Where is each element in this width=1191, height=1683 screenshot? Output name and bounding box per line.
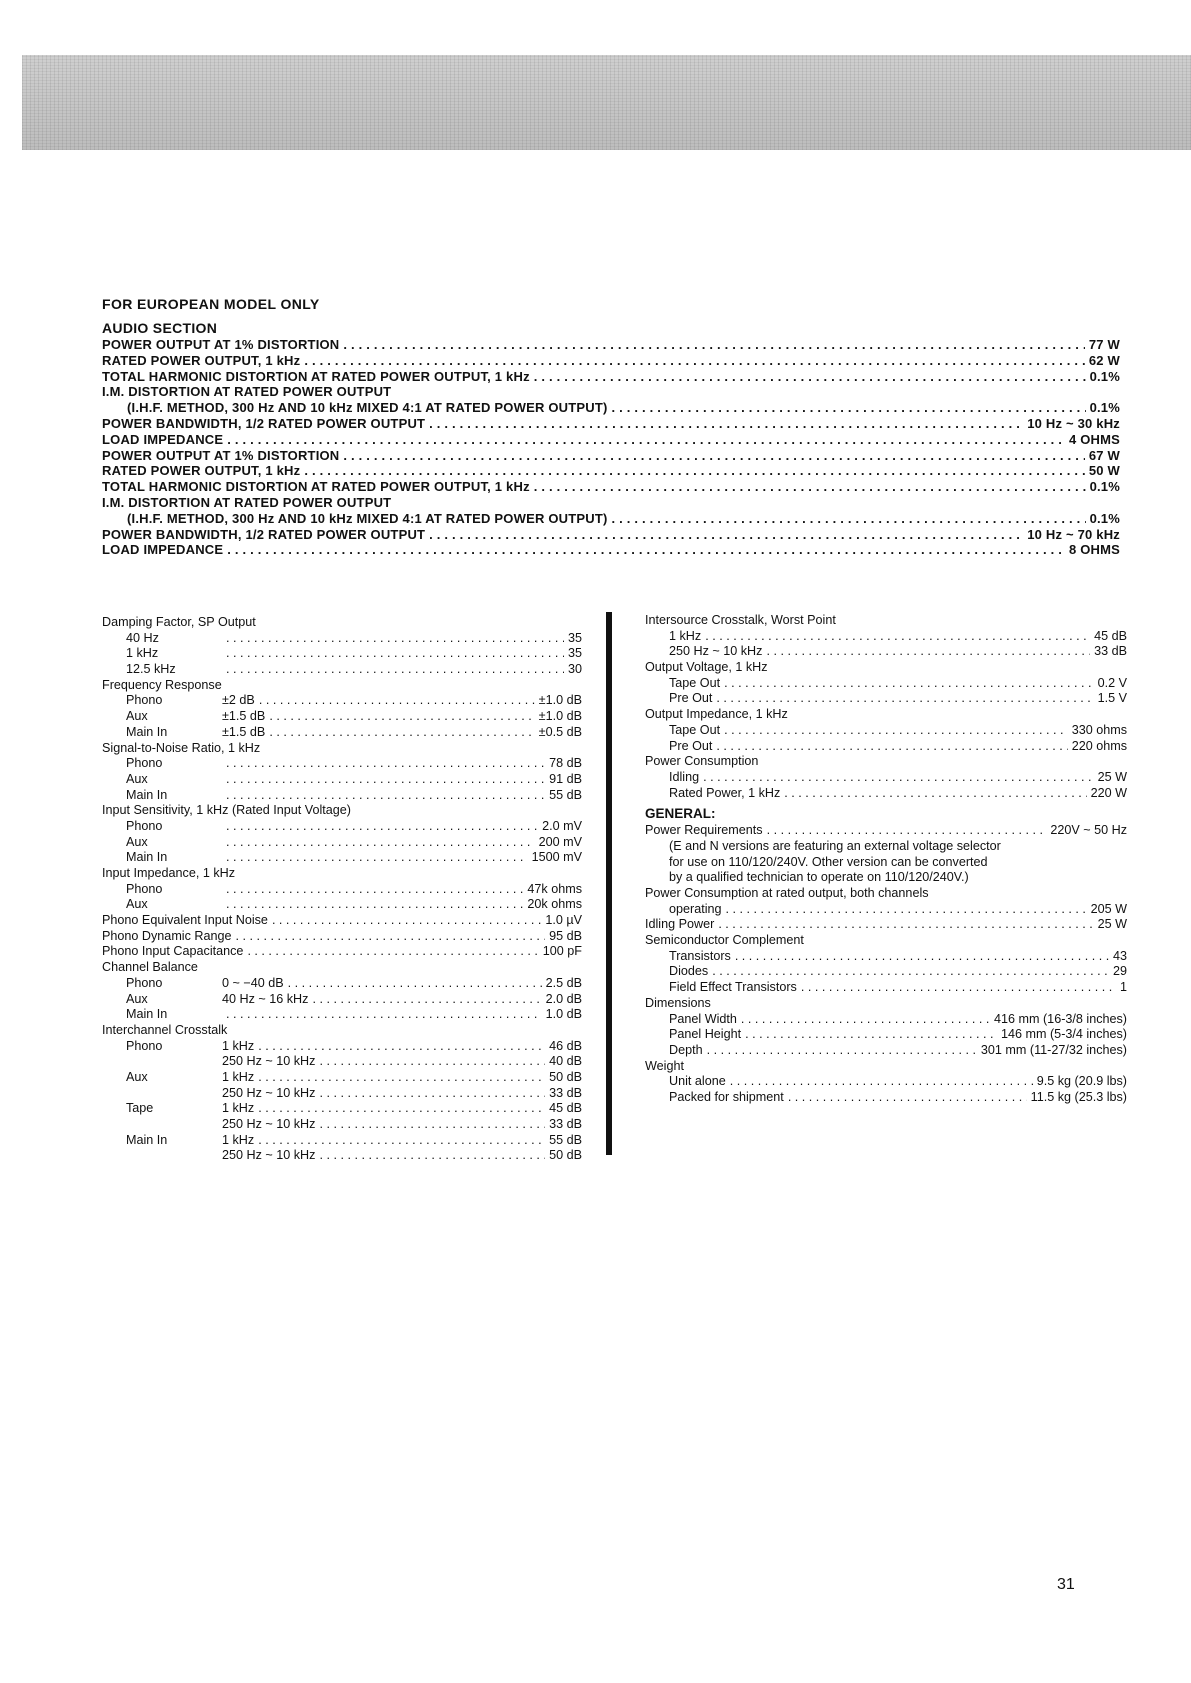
dot-leader bbox=[707, 1043, 977, 1059]
spec-value: 220 ohms bbox=[1071, 738, 1127, 753]
spec-value: 100 pF bbox=[542, 944, 582, 959]
spec-condition: 1 kHz bbox=[222, 1132, 255, 1147]
dot-leader bbox=[269, 725, 534, 741]
spec-row bbox=[102, 882, 582, 898]
dot-leader bbox=[226, 788, 545, 804]
spec-label: Phono Input Capacitance bbox=[102, 944, 244, 959]
spec-value: 55 dB bbox=[549, 1132, 582, 1147]
header-texture-band bbox=[22, 55, 1191, 150]
spec-value: 330 ohms bbox=[1071, 722, 1127, 737]
spec-row bbox=[102, 913, 582, 929]
spec-row bbox=[645, 691, 1127, 707]
spec-row bbox=[645, 644, 1127, 660]
dot-leader bbox=[304, 353, 1085, 369]
dot-leader bbox=[319, 1086, 545, 1102]
spec-value: 55 dB bbox=[549, 787, 582, 802]
spec-value: 47k ohms bbox=[527, 881, 582, 896]
right-spec-column bbox=[645, 613, 1127, 1106]
spec-label: Transistors bbox=[669, 948, 731, 963]
spec-row bbox=[645, 770, 1127, 786]
spec-value: 2.0 mV bbox=[542, 818, 582, 833]
spec-row bbox=[102, 897, 582, 913]
spec-value: ±1.0 dB bbox=[538, 693, 582, 708]
spec-value: 43 bbox=[1112, 948, 1127, 963]
spec-note bbox=[645, 870, 1127, 886]
spec-value: 220V ~ 50 Hz bbox=[1050, 823, 1127, 838]
spec-row bbox=[645, 917, 1127, 933]
dot-leader bbox=[304, 463, 1085, 479]
spec-condition: 250 Hz ~ 10 kHz bbox=[222, 1148, 316, 1163]
group-label: Channel Balance bbox=[102, 960, 198, 975]
spec-input-label: Aux bbox=[126, 709, 148, 724]
dot-leader bbox=[226, 882, 523, 898]
dot-leader bbox=[612, 511, 1086, 527]
spec-value: ±1.0 dB bbox=[538, 709, 582, 724]
spec-note bbox=[645, 839, 1127, 855]
spec-value: 301 mm (11-27/32 inches) bbox=[980, 1042, 1127, 1057]
spec-value: 35 bbox=[567, 630, 582, 645]
spec-value: 146 mm (5-3/4 inches) bbox=[1001, 1027, 1127, 1042]
spec-label: Idling bbox=[669, 769, 700, 784]
group-label: Output Voltage, 1 kHz bbox=[645, 660, 768, 675]
spec-value: 416 mm (16-3/8 inches) bbox=[994, 1011, 1127, 1026]
left-spec-column bbox=[102, 615, 582, 1164]
spec-input-label: Aux bbox=[126, 834, 148, 849]
spec-row bbox=[102, 631, 582, 647]
spec-condition: 250 Hz ~ 10 kHz bbox=[222, 1085, 316, 1100]
spec-label: Diodes bbox=[669, 964, 709, 979]
dot-leader bbox=[226, 631, 564, 647]
spec-row bbox=[102, 788, 582, 804]
euro-title: FOR EUROPEAN MODEL ONLY bbox=[102, 296, 320, 312]
spec-value: 33 dB bbox=[549, 1085, 582, 1100]
spec-label: Phono Dynamic Range bbox=[102, 928, 232, 943]
spec-input-label: Phono bbox=[126, 881, 163, 896]
group-label: Output Impedance, 1 kHz bbox=[645, 707, 788, 722]
spec-label: I.M. DISTORTION AT RATED POWER OUTPUT bbox=[102, 494, 392, 510]
spec-row bbox=[102, 1054, 582, 1070]
spec-group-heading bbox=[645, 707, 1127, 723]
spec-value: 2.0 dB bbox=[545, 991, 582, 1006]
spec-label: RATED POWER OUTPUT, 1 kHz bbox=[102, 463, 301, 479]
spec-value: 0.1% bbox=[1089, 479, 1120, 495]
group-label: Interchannel Crosstalk bbox=[102, 1022, 228, 1037]
spec-label: Rated Power, 1 kHz bbox=[669, 785, 781, 800]
dot-leader bbox=[319, 1148, 545, 1164]
spec-label: POWER OUTPUT AT 1% DISTORTION bbox=[102, 447, 340, 463]
note-text: by a qualified technician to operate on 110/120/240V.) bbox=[669, 870, 969, 885]
spec-input-label: Aux bbox=[126, 771, 148, 786]
spec-row bbox=[102, 646, 582, 662]
spec-value: 10 Hz ~ 70 kHz bbox=[1027, 526, 1120, 542]
spec-group-heading bbox=[645, 660, 1127, 676]
dot-leader bbox=[712, 964, 1109, 980]
spec-row bbox=[645, 949, 1127, 965]
dot-leader bbox=[227, 542, 1065, 558]
spec-value: 50 dB bbox=[549, 1069, 582, 1084]
spec-label: Field Effect Transistors bbox=[669, 980, 797, 995]
group-label: Damping Factor, SP Output bbox=[102, 615, 256, 629]
spec-input-label: Main In bbox=[126, 1007, 168, 1022]
spec-value: 40 dB bbox=[549, 1054, 582, 1069]
spec-label: I.M. DISTORTION AT RATED POWER OUTPUT bbox=[102, 384, 392, 400]
dot-leader bbox=[429, 416, 1023, 432]
spec-value: 11.5 kg (25.3 lbs) bbox=[1030, 1089, 1127, 1104]
spec-row bbox=[645, 723, 1127, 739]
spec-input-label: Aux bbox=[126, 991, 148, 1006]
dot-leader bbox=[258, 1101, 545, 1117]
spec-group-heading bbox=[102, 615, 582, 631]
dot-leader bbox=[236, 929, 546, 945]
group-label: Frequency Response bbox=[102, 677, 222, 692]
dot-leader bbox=[258, 1039, 545, 1055]
spec-input-label: Aux bbox=[126, 1069, 148, 1084]
spec-row bbox=[645, 786, 1127, 802]
spec-group-heading bbox=[102, 741, 582, 757]
dot-leader bbox=[226, 756, 545, 772]
spec-input-label: Main In bbox=[126, 1132, 168, 1147]
dot-leader bbox=[705, 629, 1090, 645]
spec-value: 0.2 V bbox=[1097, 675, 1127, 690]
dot-leader bbox=[730, 1074, 1033, 1090]
dot-leader bbox=[726, 902, 1087, 918]
page-number: 31 bbox=[1057, 1576, 1075, 1593]
spec-row bbox=[102, 1133, 582, 1149]
dot-leader bbox=[227, 432, 1065, 448]
euro-spec-row bbox=[102, 511, 1120, 527]
spec-row bbox=[102, 1148, 582, 1164]
spec-label: Tape Out bbox=[669, 675, 721, 690]
spec-row bbox=[645, 1074, 1127, 1090]
spec-group-heading bbox=[645, 996, 1127, 1012]
spec-row bbox=[102, 1039, 582, 1055]
dot-leader bbox=[259, 693, 535, 709]
spec-group-heading bbox=[645, 933, 1127, 949]
spec-label: TOTAL HARMONIC DISTORTION AT RATED POWER OUTPUT, 1 kHz bbox=[102, 479, 530, 495]
dot-leader bbox=[767, 823, 1047, 839]
spec-row bbox=[645, 902, 1127, 918]
spec-label: (I.H.F. METHOD, 300 Hz AND 10 kHz MIXED 4:1 AT RATED POWER OUTPUT) bbox=[127, 400, 608, 416]
spec-value: 4 OHMS bbox=[1068, 431, 1120, 447]
group-label: Power Consumption bbox=[645, 754, 759, 769]
spec-group-heading bbox=[102, 803, 582, 819]
dot-leader bbox=[226, 819, 538, 835]
spec-value: 91 dB bbox=[549, 771, 582, 786]
euro-spec-row bbox=[102, 353, 1120, 369]
spec-label: POWER OUTPUT AT 1% DISTORTION bbox=[102, 337, 340, 352]
spec-label: Tape Out bbox=[669, 722, 721, 737]
spec-value: 50 W bbox=[1088, 463, 1120, 479]
dot-leader bbox=[784, 786, 1086, 802]
spec-row bbox=[645, 964, 1127, 980]
spec-row bbox=[102, 1101, 582, 1117]
dot-leader bbox=[258, 1133, 545, 1149]
spec-group-heading bbox=[645, 754, 1127, 770]
column-divider bbox=[606, 612, 612, 1155]
spec-condition: ±1.5 dB bbox=[222, 724, 266, 739]
european-model-specs bbox=[102, 296, 1120, 558]
spec-row bbox=[102, 992, 582, 1008]
spec-label: Idling Power bbox=[645, 917, 715, 932]
dot-leader bbox=[226, 850, 528, 866]
spec-value: 10 Hz ~ 30 kHz bbox=[1027, 415, 1120, 431]
euro-spec-row bbox=[102, 527, 1120, 543]
spec-value: 25 W bbox=[1097, 917, 1127, 932]
spec-condition: 1 kHz bbox=[222, 1101, 255, 1116]
euro-spec-row bbox=[102, 463, 1120, 479]
spec-input-label: Tape bbox=[126, 1101, 154, 1116]
spec-group-heading bbox=[645, 1059, 1127, 1075]
spec-row bbox=[102, 850, 582, 866]
spec-value: 220 W bbox=[1090, 785, 1127, 800]
note-text: for use on 110/120/240V. Other version can be converted bbox=[669, 854, 988, 869]
dot-leader bbox=[716, 739, 1067, 755]
spec-value: 62 W bbox=[1088, 352, 1120, 368]
spec-value: 1.5 V bbox=[1097, 691, 1127, 706]
euro-spec-row bbox=[102, 432, 1120, 448]
dot-leader bbox=[226, 772, 545, 788]
dot-leader bbox=[343, 448, 1084, 464]
euro-spec-row bbox=[102, 542, 1120, 558]
spec-note bbox=[645, 855, 1127, 871]
spec-value: ±0.5 dB bbox=[538, 724, 582, 739]
spec-label: LOAD IMPEDANCE bbox=[102, 542, 224, 558]
spec-row bbox=[645, 980, 1127, 996]
dot-leader bbox=[312, 992, 541, 1008]
spec-group-heading bbox=[102, 1023, 582, 1039]
spec-row bbox=[645, 629, 1127, 645]
spec-condition: 250 Hz ~ 10 kHz bbox=[222, 1117, 316, 1131]
group-label: Input Impedance, 1 kHz bbox=[102, 866, 236, 880]
spec-row bbox=[102, 725, 582, 741]
spec-row bbox=[102, 835, 582, 851]
spec-row bbox=[645, 1027, 1127, 1043]
dot-leader bbox=[801, 980, 1116, 996]
dot-leader bbox=[735, 949, 1109, 965]
group-label: Semiconductor Complement bbox=[645, 933, 804, 948]
group-label: Intersource Crosstalk, Worst Point bbox=[645, 613, 836, 627]
spec-row bbox=[102, 756, 582, 772]
spec-row bbox=[645, 739, 1127, 755]
note-text: (E and N versions are featuring an external voltage selector bbox=[669, 838, 1001, 853]
spec-value: 9.5 kg (20.9 lbs) bbox=[1036, 1074, 1127, 1089]
dot-leader bbox=[534, 369, 1086, 385]
dot-leader bbox=[319, 1117, 545, 1133]
dot-leader bbox=[716, 691, 1093, 707]
dot-leader bbox=[226, 646, 564, 662]
dot-leader bbox=[429, 527, 1023, 543]
spec-row bbox=[102, 1070, 582, 1086]
spec-condition: 40 Hz ~ 16 kHz bbox=[222, 991, 309, 1006]
spec-value: 200 mV bbox=[538, 834, 582, 849]
spec-row bbox=[645, 1012, 1127, 1028]
spec-value: 20k ohms bbox=[527, 897, 582, 912]
euro-spec-row bbox=[102, 400, 1120, 416]
dot-leader bbox=[226, 897, 523, 913]
spec-input-label: 12.5 kHz bbox=[126, 662, 176, 677]
spec-value: 205 W bbox=[1090, 901, 1127, 916]
spec-condition: 250 Hz ~ 10 kHz bbox=[222, 1054, 316, 1069]
spec-value: 0.1% bbox=[1089, 400, 1120, 416]
spec-label: POWER BANDWIDTH, 1/2 RATED POWER OUTPUT bbox=[102, 526, 426, 542]
spec-value: 1.0 µV bbox=[545, 913, 582, 928]
spec-row bbox=[102, 1117, 582, 1133]
spec-group-heading bbox=[645, 886, 1127, 902]
spec-value: 25 W bbox=[1097, 769, 1127, 784]
spec-input-label: Main In bbox=[126, 850, 168, 865]
spec-label: TOTAL HARMONIC DISTORTION AT RATED POWER OUTPUT, 1 kHz bbox=[102, 368, 530, 384]
spec-label: 250 Hz ~ 10 kHz bbox=[669, 644, 763, 659]
euro-spec-row bbox=[102, 384, 1120, 400]
dot-leader bbox=[766, 644, 1090, 660]
spec-label: RATED POWER OUTPUT, 1 kHz bbox=[102, 352, 301, 368]
dot-leader bbox=[534, 479, 1086, 495]
spec-value: 1500 mV bbox=[531, 850, 582, 865]
dot-leader bbox=[703, 770, 1093, 786]
euro-spec-row bbox=[102, 416, 1120, 432]
spec-condition: 1 kHz bbox=[222, 1069, 255, 1084]
spec-row bbox=[645, 1043, 1127, 1059]
spec-input-label: Main In bbox=[126, 724, 168, 739]
spec-input-label: 40 Hz bbox=[126, 630, 159, 645]
dot-leader bbox=[247, 944, 538, 960]
spec-row bbox=[645, 676, 1127, 692]
spec-condition: 1 kHz bbox=[222, 1038, 255, 1053]
spec-input-label: Phono bbox=[126, 975, 163, 990]
spec-label: Packed for shipment bbox=[669, 1089, 784, 1104]
dot-leader bbox=[343, 337, 1084, 353]
spec-row bbox=[102, 976, 582, 992]
spec-row bbox=[102, 929, 582, 945]
spec-value: 30 bbox=[567, 662, 582, 677]
spec-input-label: Phono bbox=[126, 756, 163, 771]
spec-label: POWER BANDWIDTH, 1/2 RATED POWER OUTPUT bbox=[102, 415, 426, 431]
euro-spec-row bbox=[102, 479, 1120, 495]
spec-input-label: Phono bbox=[126, 818, 163, 833]
dot-leader bbox=[319, 1054, 545, 1070]
spec-row bbox=[102, 693, 582, 709]
spec-label: Power Requirements bbox=[645, 823, 763, 838]
spec-label: Phono Equivalent Input Noise bbox=[102, 913, 268, 928]
spec-label: Pre Out bbox=[669, 738, 713, 753]
spec-value: 35 bbox=[567, 646, 582, 661]
dot-leader bbox=[745, 1027, 997, 1043]
spec-row bbox=[102, 772, 582, 788]
spec-row bbox=[645, 823, 1127, 839]
spec-value: 67 W bbox=[1088, 447, 1120, 463]
spec-value: 46 dB bbox=[549, 1038, 582, 1053]
spec-value: 1 bbox=[1119, 980, 1127, 995]
spec-value: 0.1% bbox=[1089, 510, 1120, 526]
spec-value: 33 dB bbox=[1094, 644, 1127, 659]
spec-value: 45 dB bbox=[549, 1101, 582, 1116]
dot-leader bbox=[226, 1007, 542, 1023]
spec-value: 1.0 dB bbox=[545, 1007, 582, 1022]
spec-value: 78 dB bbox=[549, 756, 582, 771]
spec-value: 29 bbox=[1112, 964, 1127, 979]
spec-row bbox=[102, 944, 582, 960]
group-label: Signal-to-Noise Ratio, 1 kHz bbox=[102, 740, 261, 755]
group-label: Input Sensitivity, 1 kHz (Rated Input Voltage) bbox=[102, 803, 351, 818]
spec-label: Depth bbox=[669, 1042, 703, 1057]
spec-value: 0.1% bbox=[1089, 368, 1120, 384]
spec-label: Pre Out bbox=[669, 691, 713, 706]
euro-spec-list bbox=[102, 337, 1120, 558]
dot-leader bbox=[741, 1012, 990, 1028]
general-heading: GENERAL: bbox=[645, 806, 716, 822]
spec-group-heading bbox=[102, 866, 582, 882]
spec-input-label: Phono bbox=[126, 693, 163, 708]
euro-spec-row bbox=[102, 448, 1120, 464]
dot-leader bbox=[724, 723, 1068, 739]
spec-group-heading bbox=[102, 678, 582, 694]
dot-leader bbox=[718, 917, 1093, 933]
spec-value: 33 dB bbox=[549, 1117, 582, 1131]
euro-spec-row bbox=[102, 337, 1120, 353]
spec-group-heading bbox=[102, 960, 582, 976]
spec-row bbox=[102, 662, 582, 678]
spec-value: 95 dB bbox=[549, 928, 582, 943]
spec-label: operating bbox=[669, 901, 722, 916]
spec-row bbox=[102, 709, 582, 725]
spec-input-label: Aux bbox=[126, 897, 148, 912]
spec-label: Unit alone bbox=[669, 1074, 726, 1089]
spec-row bbox=[645, 1090, 1127, 1106]
dot-leader bbox=[258, 1070, 545, 1086]
group-label: Power Consumption at rated output, both channels bbox=[645, 886, 929, 900]
dot-leader bbox=[226, 662, 564, 678]
spec-input-label: 1 kHz bbox=[126, 646, 159, 661]
dot-leader bbox=[288, 976, 542, 992]
dot-leader bbox=[788, 1090, 1027, 1106]
spec-value: 8 OHMS bbox=[1068, 542, 1120, 558]
spec-row bbox=[102, 819, 582, 835]
audio-section-heading: AUDIO SECTION bbox=[102, 320, 218, 336]
spec-label: Panel Height bbox=[669, 1027, 742, 1042]
spec-label: 1 kHz bbox=[669, 628, 702, 643]
spec-value: 2.5 dB bbox=[545, 975, 582, 990]
euro-spec-row bbox=[102, 495, 1120, 511]
spec-group-heading bbox=[645, 613, 1127, 629]
dot-leader bbox=[612, 400, 1086, 416]
spec-row bbox=[102, 1086, 582, 1102]
spec-label: Panel Width bbox=[669, 1011, 737, 1026]
spec-label: LOAD IMPEDANCE bbox=[102, 431, 224, 447]
dot-leader bbox=[272, 913, 541, 929]
spec-value: 45 dB bbox=[1094, 628, 1127, 643]
dot-leader bbox=[269, 709, 534, 725]
group-label: Dimensions bbox=[645, 995, 711, 1010]
euro-spec-row bbox=[102, 369, 1120, 385]
spec-input-label: Main In bbox=[126, 787, 168, 802]
dot-leader bbox=[724, 676, 1093, 692]
spec-label: (I.H.F. METHOD, 300 Hz AND 10 kHz MIXED 4:1 AT RATED POWER OUTPUT) bbox=[127, 510, 608, 526]
spec-condition: 0 ~ −40 dB bbox=[222, 975, 284, 990]
dot-leader bbox=[226, 835, 535, 851]
spec-value: 50 dB bbox=[549, 1148, 582, 1163]
spec-row bbox=[102, 1007, 582, 1023]
group-label: Weight bbox=[645, 1058, 684, 1073]
spec-value: 77 W bbox=[1088, 337, 1120, 352]
spec-condition: ±1.5 dB bbox=[222, 709, 266, 724]
spec-input-label: Phono bbox=[126, 1038, 163, 1053]
spec-condition: ±2 dB bbox=[222, 693, 255, 708]
